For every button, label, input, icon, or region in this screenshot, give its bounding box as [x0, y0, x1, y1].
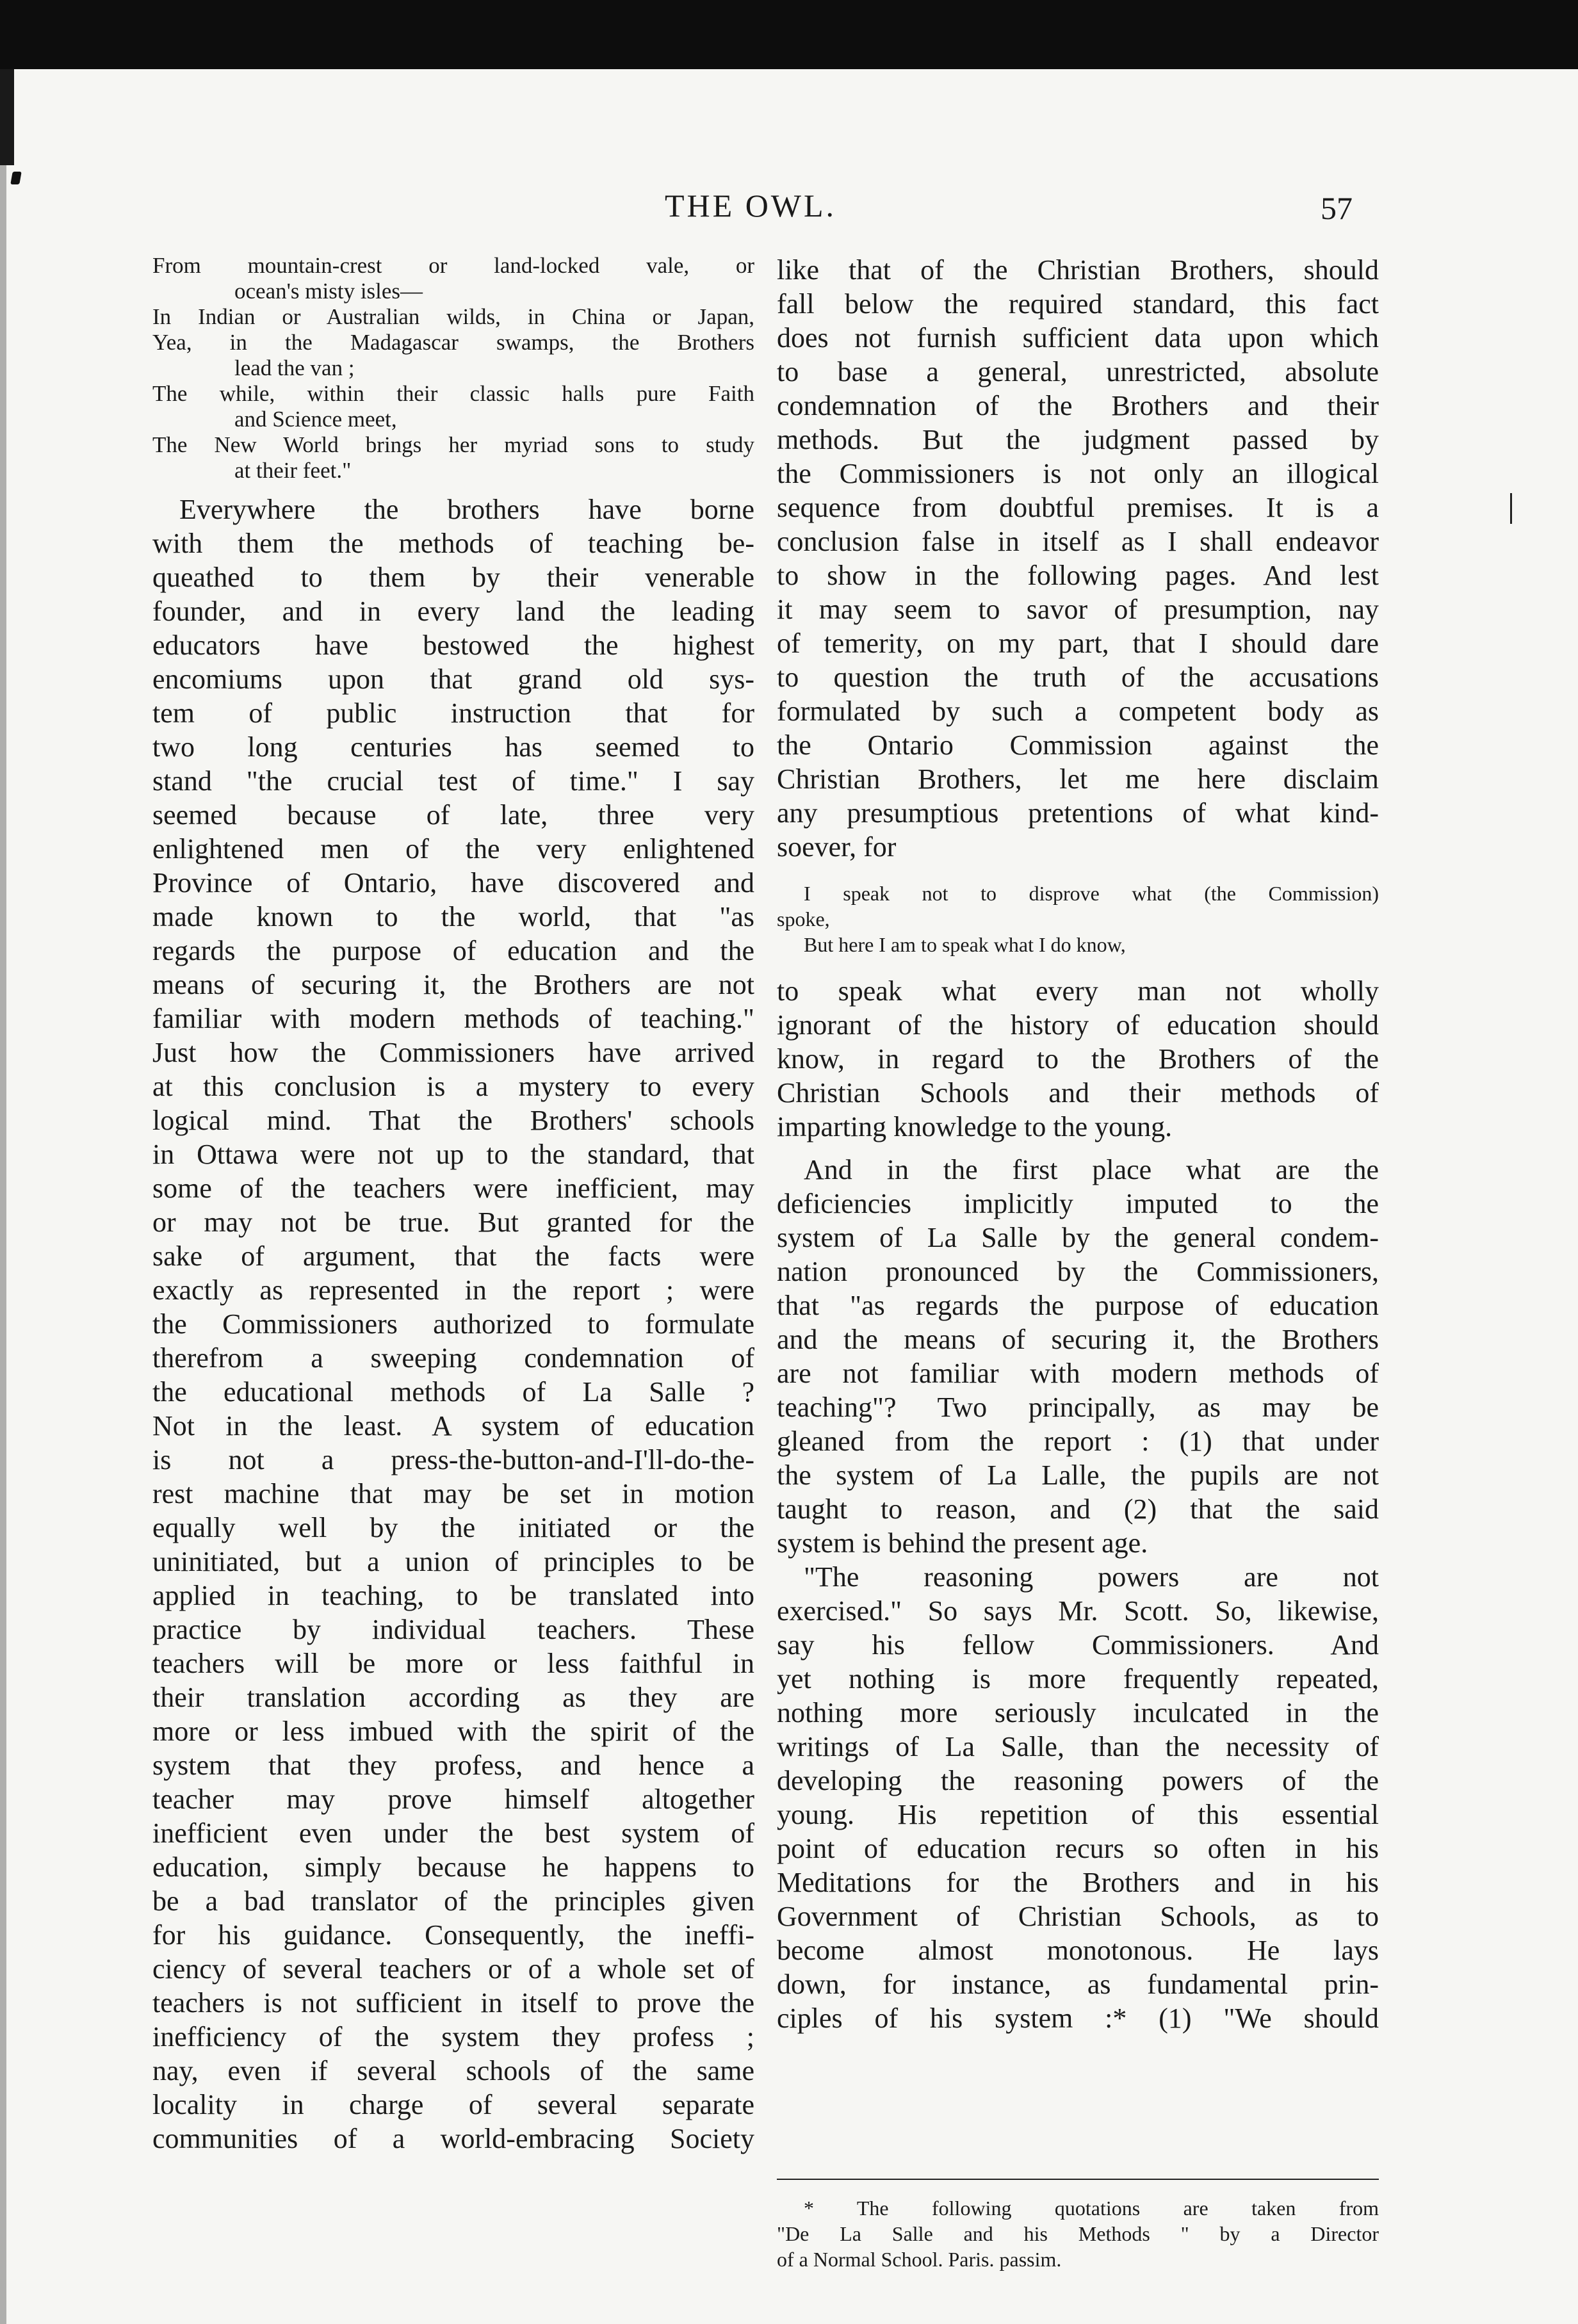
- text-line: their translation according as they are: [152, 1682, 754, 1713]
- verse-line: The New World brings her myriad sons to study at their feet.": [152, 432, 754, 483]
- text-line: or may not be true. But granted for the: [152, 1207, 754, 1238]
- text-line: inefficiency of the system they profess ;: [152, 2021, 754, 2052]
- text-line: Not in the least. A system of education: [152, 1410, 754, 1442]
- verse-line: From mountain-crest or land-locked vale, or ocean's misty isles—: [152, 253, 754, 304]
- text-line: developing the reasoning powers of the: [777, 1765, 1379, 1796]
- text-line: imparting knowledge to the young.: [777, 1111, 1173, 1142]
- text-line: stand "the crucial test of time." I say: [152, 765, 754, 797]
- page-number: 57: [1321, 190, 1353, 226]
- text-line: sake of argument, that the facts were: [152, 1240, 754, 1272]
- text-line: tem of public instruction that for: [152, 697, 754, 729]
- text-line: the Ontario Commission against the: [777, 729, 1379, 761]
- text-line: enlightened men of the very enlightened: [152, 833, 754, 865]
- text-line: teacher may prove himself altogether: [152, 1784, 754, 1815]
- text-line: applied in teaching, to be translated into: [152, 1580, 754, 1611]
- text-line: some of the teachers were inefficient, may: [152, 1173, 754, 1204]
- poem-verse: [152, 253, 754, 483]
- text-line: it may seem to savor of presumption, nay: [777, 594, 1379, 625]
- text-line: ciency of several teachers or of a whole set of: [152, 1953, 754, 1985]
- text-line: sequence from doubtful premises. It is a: [777, 492, 1379, 523]
- text-line: uninitiated, but a union of principles to be: [152, 1546, 754, 1577]
- text-line: rest machine that may be set in motion: [152, 1478, 754, 1509]
- text-line: nay, even if several schools of the same: [152, 2055, 754, 2086]
- text-line: condemnation of the Brothers and their: [777, 390, 1379, 421]
- text-line: methods. But the judgment passed by: [777, 424, 1379, 455]
- text-line: point of education recurs so often in his: [777, 1833, 1379, 1864]
- body-paragraph: [777, 1153, 1379, 1560]
- text-line: teaching"? Two principally, as may be: [777, 1392, 1379, 1423]
- scan-left-border: [0, 69, 14, 165]
- text-line: know, in regard to the Brothers of the: [777, 1043, 1379, 1075]
- text-line: queathed to them by their venerable: [152, 562, 754, 593]
- text-line: teachers will be more or less faithful in: [152, 1648, 754, 1679]
- scan-left-shadow: [0, 69, 6, 2324]
- text-line: to speak what every man not wholly: [777, 975, 1379, 1007]
- text-line: And in the first place what are the: [804, 1154, 1379, 1185]
- quote-line: I speak not to disprove what (the Commission): [804, 882, 1379, 905]
- text-line: the Commissioners authorized to formulate: [152, 1308, 754, 1340]
- text-line: Meditations for the Brothers and in his: [777, 1867, 1379, 1898]
- body-paragraph: [777, 1560, 1379, 2035]
- text-line: education, simply because he happens to: [152, 1851, 754, 1883]
- text-line: means of securing it, the Brothers are not: [152, 969, 754, 1000]
- text-line: that "as regards the purpose of education: [777, 1290, 1379, 1321]
- text-line: practice by individual teachers. These: [152, 1614, 754, 1645]
- quote-line: But here I am to speak what I do know,: [804, 933, 1126, 956]
- footnote-line: "De La Salle and his Methods " by a Director: [777, 2222, 1379, 2245]
- text-line: at this conclusion is a mystery to every: [152, 1071, 754, 1102]
- text-line: system that they profess, and hence a: [152, 1750, 754, 1781]
- text-line: ignorant of the history of education should: [777, 1009, 1379, 1041]
- text-line: and the means of securing it, the Brothers: [777, 1324, 1379, 1355]
- text-line: logical mind. That the Brothers' schools: [152, 1105, 754, 1136]
- text-line: made known to the world, that "as: [152, 901, 754, 932]
- text-line: conclusion false in itself as I shall endeavor: [777, 526, 1379, 557]
- text-line: regards the purpose of education and the: [152, 935, 754, 966]
- body-paragraph: [777, 253, 1379, 864]
- text-line: become almost monotonous. He lays: [777, 1935, 1379, 1966]
- text-line: of temerity, on my part, that I should dare: [777, 628, 1379, 659]
- text-line: in Ottawa were not up to the standard, that: [152, 1139, 754, 1170]
- text-line: any presumptious pretentions of what kind-: [777, 797, 1379, 829]
- verse-line: Yea, in the Madagascar swamps, the Brothers lead the van ;: [152, 330, 754, 380]
- text-line: the Commissioners is not only an illogical: [777, 458, 1379, 489]
- verse-line: The while, within their classic halls pure Faith and Science meet,: [152, 381, 754, 432]
- left-column: [152, 253, 754, 2156]
- text-line: inefficient even under the best system of: [152, 1817, 754, 1849]
- text-line: Christian Schools and their methods of: [777, 1077, 1379, 1109]
- text-line: communities of a world-embracing Society: [152, 2123, 754, 2154]
- text-line: teachers is not sufficient in itself to prove the: [152, 1987, 754, 2019]
- text-line: gleaned from the report : (1) that under: [777, 1426, 1379, 1457]
- text-line: two long centuries has seemed to: [152, 731, 754, 763]
- text-line: deficiencies implicitly imputed to the: [777, 1188, 1379, 1219]
- text-line: Province of Ontario, have discovered and: [152, 867, 754, 898]
- text-line: to show in the following pages. And lest: [777, 560, 1379, 591]
- text-line: with them the methods of teaching be-: [152, 528, 754, 559]
- text-line: nation pronounced by the Commissioners,: [777, 1256, 1379, 1287]
- body-paragraph: [152, 492, 754, 2156]
- text-line: therefrom a sweeping condemnation of: [152, 1342, 754, 1374]
- text-line: familiar with modern methods of teaching.": [152, 1003, 754, 1034]
- footnote-line: of a Normal School. Paris. passim.: [777, 2248, 1062, 2271]
- text-line: seemed because of late, three very: [152, 799, 754, 831]
- text-line: young. His repetition of this essential: [777, 1799, 1379, 1830]
- text-line: does not furnish sufficient data upon which: [777, 322, 1379, 353]
- margin-mark: [1510, 493, 1512, 524]
- text-line: ciples of his system :* (1) "We should: [777, 2003, 1379, 2034]
- text-line: system of La Salle by the general condem-: [777, 1222, 1379, 1253]
- quote-line: spoke,: [777, 907, 830, 930]
- text-line: is not a press-the-button-and-I'll-do-the-: [152, 1444, 754, 1475]
- right-column: [777, 253, 1379, 2035]
- text-line: down, for instance, as fundamental prin-: [777, 1969, 1379, 2000]
- text-line: for his guidance. Consequently, the ineffi-: [152, 1919, 754, 1951]
- text-line: yet nothing is more frequently repeated,: [777, 1663, 1379, 1694]
- text-line: to question the truth of the accusations: [777, 662, 1379, 693]
- text-line: like that of the Christian Brothers, should: [777, 254, 1379, 286]
- block-quote: [777, 881, 1379, 957]
- text-line: equally well by the initiated or the: [152, 1512, 754, 1543]
- text-line: fall below the required standard, this fact: [777, 288, 1379, 320]
- running-title: THE OWL.: [665, 188, 837, 223]
- text-line: exactly as represented in the report ; were: [152, 1274, 754, 1306]
- footnote-line: * The following quotations are taken from: [804, 2197, 1379, 2220]
- scan-edge-mark: [10, 172, 22, 184]
- text-line: formulated by such a competent body as: [777, 695, 1379, 727]
- text-line: nothing more seriously inculcated in the: [777, 1697, 1379, 1728]
- text-line: Everywhere the brothers have borne: [179, 494, 754, 525]
- text-line: writings of La Salle, than the necessity of: [777, 1731, 1379, 1762]
- footnote: [777, 2195, 1379, 2272]
- text-line: founder, and in every land the leading: [152, 596, 754, 627]
- text-line: say his fellow Commissioners. And: [777, 1629, 1379, 1661]
- text-line: encomiums upon that grand old sys-: [152, 663, 754, 695]
- footnote-rule: [777, 2179, 1379, 2180]
- text-line: system is behind the present age.: [777, 1527, 1148, 1559]
- text-line: Christian Brothers, let me here disclaim: [777, 763, 1379, 795]
- text-line: are not familiar with modern methods of: [777, 1358, 1379, 1389]
- text-line: "The reasoning powers are not: [804, 1561, 1379, 1593]
- text-line: more or less imbued with the spirit of the: [152, 1716, 754, 1747]
- text-line: Government of Christian Schools, as to: [777, 1901, 1379, 1932]
- text-line: the educational methods of La Salle ?: [152, 1376, 754, 1408]
- text-line: Just how the Commissioners have arrived: [152, 1037, 754, 1068]
- text-line: the system of La Lalle, the pupils are not: [777, 1459, 1379, 1491]
- verse-line: In Indian or Australian wilds, in China or Japan,: [152, 304, 754, 329]
- body-paragraph: [777, 974, 1379, 1144]
- text-line: educators have bestowed the highest: [152, 630, 754, 661]
- text-line: taught to reason, and (2) that the said: [777, 1493, 1379, 1525]
- scan-top-border: [0, 0, 1578, 69]
- text-line: soever, for: [777, 831, 897, 863]
- text-line: be a bad translator of the principles given: [152, 1885, 754, 1917]
- text-line: locality in charge of several separate: [152, 2089, 754, 2120]
- text-line: to base a general, unrestricted, absolute: [777, 356, 1379, 387]
- text-line: exercised." So says Mr. Scott. So, likewise,: [777, 1595, 1379, 1627]
